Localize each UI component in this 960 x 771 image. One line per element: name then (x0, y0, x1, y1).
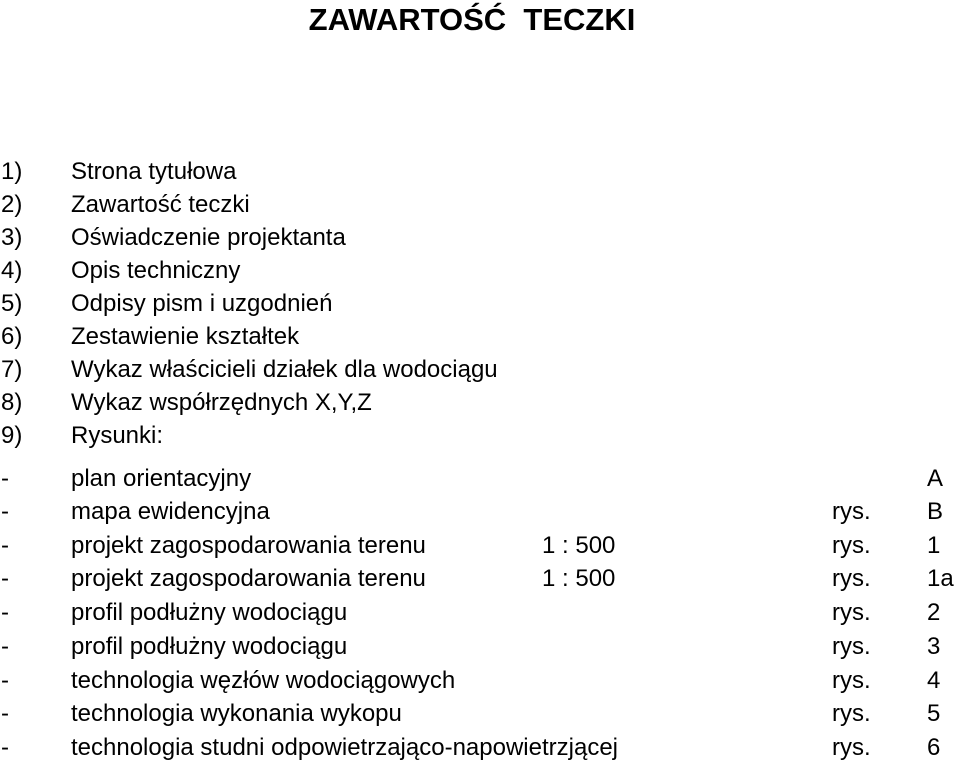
drawing-title: projekt zagospodarowania terenu (71, 565, 426, 592)
item-label: Wykaz współrzędnych X,Y,Z (71, 389, 372, 416)
drawing-rys-label: rys. (832, 565, 871, 592)
drawing-number: 1a (927, 565, 954, 592)
bullet-dash: - (1, 465, 9, 492)
bullet-dash: - (1, 565, 9, 592)
item-label: Oświadczenie projektanta (71, 224, 346, 251)
item-number: 4) (1, 257, 23, 284)
drawing-number: A (927, 465, 944, 492)
drawing-number: B (927, 498, 944, 525)
item-number: 5) (1, 290, 23, 317)
item-label: Strona tytułowa (71, 158, 237, 185)
drawing-number: 2 (927, 599, 941, 626)
item-number: 7) (1, 356, 23, 383)
drawing-title: technologia wykonania wykopu (71, 700, 402, 727)
bullet-dash: - (1, 700, 9, 727)
item-number: 8) (1, 389, 23, 416)
item-label: Zestawienie kształtek (71, 323, 300, 350)
item-label: Wykaz właścicieli działek dla wodociągu (71, 356, 498, 383)
drawing-number: 4 (927, 667, 941, 694)
drawing-title: profil podłużny wodociągu (71, 633, 348, 660)
drawing-rys-label: rys. (832, 633, 871, 660)
drawing-scale: 1 : 500 (542, 532, 616, 559)
item-label: Odpisy pism i uzgodnień (71, 290, 333, 317)
drawing-title: technologia węzłów wodociągowych (71, 667, 456, 694)
drawing-rys-label: rys. (832, 599, 871, 626)
drawing-rys-label: rys. (832, 734, 871, 761)
drawing-title: plan orientacyjny (71, 465, 252, 492)
bullet-dash: - (1, 734, 9, 761)
drawing-rys-label: rys. (832, 700, 871, 727)
bullet-dash: - (1, 532, 9, 559)
bullet-dash: - (1, 633, 9, 660)
drawing-rys-label: rys. (832, 532, 871, 559)
drawing-scale: 1 : 500 (542, 565, 616, 592)
item-number: 3) (1, 224, 23, 251)
page-title: ZAWARTOŚĆ TECZKI (308, 2, 636, 37)
item-label: Rysunki: (71, 422, 164, 449)
drawing-number: 3 (927, 633, 941, 660)
bullet-dash: - (1, 498, 9, 525)
drawing-number: 5 (927, 700, 941, 727)
drawing-title: profil podłużny wodociągu (71, 599, 348, 626)
drawing-rys-label: rys. (832, 667, 871, 694)
bullet-dash: - (1, 599, 9, 626)
drawing-title: mapa ewidencyjna (71, 498, 270, 525)
drawing-title: technologia studni odpowietrzająco-napowietrzjącej (71, 734, 618, 761)
item-number: 1) (1, 158, 23, 185)
item-number: 2) (1, 191, 23, 218)
drawing-title: projekt zagospodarowania terenu (71, 532, 426, 559)
item-number: 9) (1, 422, 23, 449)
drawing-rys-label: rys. (832, 498, 871, 525)
bullet-dash: - (1, 667, 9, 694)
item-label: Opis techniczny (71, 257, 241, 284)
drawing-number: 1 (927, 532, 941, 559)
drawing-number: 6 (927, 734, 941, 761)
item-number: 6) (1, 323, 23, 350)
item-label: Zawartość teczki (71, 191, 250, 218)
